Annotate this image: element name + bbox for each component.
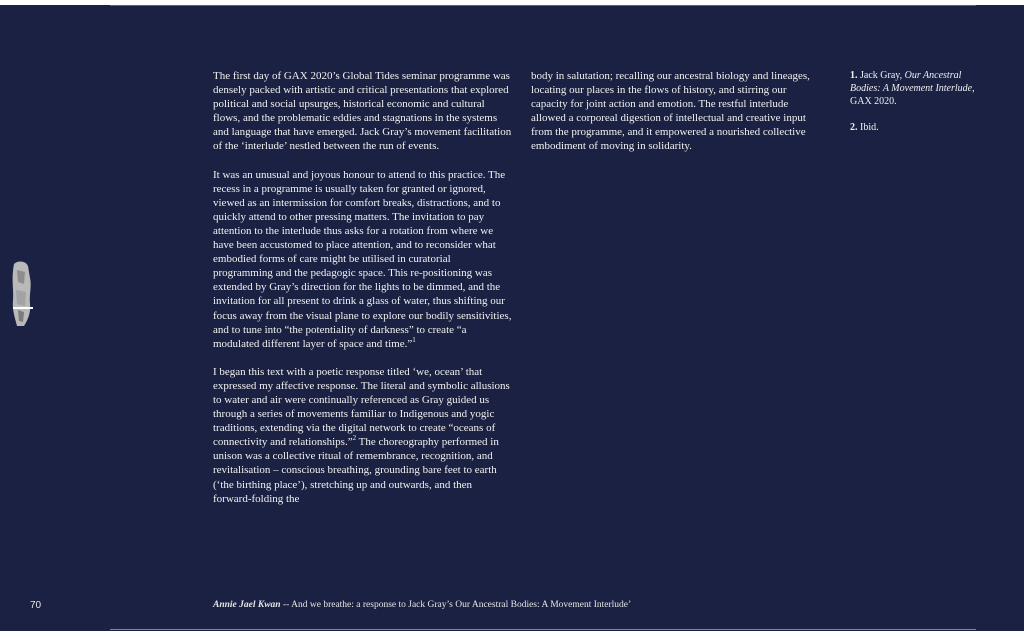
document-page xyxy=(0,5,1024,631)
page-number: 70 xyxy=(30,600,42,611)
paragraph-4: body in salutation; recalling our ancestral biology and lineages, locating our places in the flows of history, and stirring our capacity for joint action and emotion. The restful interlude allowed a corporeal digestion of intellectual and creative input from the programme, and it empowered a nourished collective embodiment of moving in solidarity. xyxy=(531,70,810,153)
body-column-2 xyxy=(531,69,821,168)
footnotes-column xyxy=(850,69,980,147)
paragraph-2: It was an unusual and joyous honour to attend to this practice. The recess in a programme is usually taken for granted or ignored, viewed as an intermission for comfort breaks, distractions, and to quickly attend to other pressing matters. The invitation to pay attention to the interlude thus asks for a rotation from where we have been accustomed to place attention, and to reconsider what embodied forms of care might be utilised in curatorial programming and the pedagogic space. This re-positioning was extended by Gray’s direction for the lights to be dimmed, and the invitation for all present to drink a glass of water, thus shifting our focus away from the visual plane to explore our bodily sensitivities, and to tune into “the potentiality of darkness” to create “a modulated different layer of space and time.”$^1$ xyxy=(213,168,512,350)
running-footer xyxy=(213,600,631,610)
top-rule xyxy=(110,5,976,6)
body-column-1 xyxy=(213,69,513,520)
paragraph-3: I began this text with a poetic response titled ‘we, ocean’ that expressed my affective response. The literal and symbolic allusions to water and air were continually referenced as Gray guided us through a series of movements familiar to Indigenous and yogic traditions, extending via the digital network to create “oceans of connectivity and relationships.”$^2$ The choreography performed in unison was a collective ritual of remembrance, recognition, and revitalisation – conscious breathing, grounding bare feet to earth (‘the birthing place’), stretching up and outwards, and then forward-folding the xyxy=(213,365,510,505)
bottom-rule xyxy=(110,629,976,630)
footer-title: -- And we breathe: a response to Jack Gray’s Our Ancestral Bodies: A Movement Interlude’ xyxy=(280,600,632,610)
margin-marker xyxy=(13,307,33,309)
paragraph-1: The first day of GAX 2020’s Global Tides seminar programme was densely packed with artistic and critical presentations that explored political and social upsurges, historical economic and cultural flows, and the problematic eddies and stagnations in the systems and language that have emerged. Jack Gray’s movement facilitation of the ‘interlude’ nestled between the run of events. xyxy=(213,70,512,153)
footer-author: Annie Jael Kwan xyxy=(213,600,281,610)
footnote-ref-1[interactable]: 1 xyxy=(412,335,416,344)
statue-fragment-image xyxy=(8,260,34,330)
footnote-ref-2[interactable]: 2 xyxy=(352,434,357,443)
footnote-2: 2. Ibid. xyxy=(850,122,879,133)
footnote-1: 1. Jack Gray, Our Ancestral Bodies: A Movement Interlude, GAX 2020. xyxy=(850,70,975,107)
